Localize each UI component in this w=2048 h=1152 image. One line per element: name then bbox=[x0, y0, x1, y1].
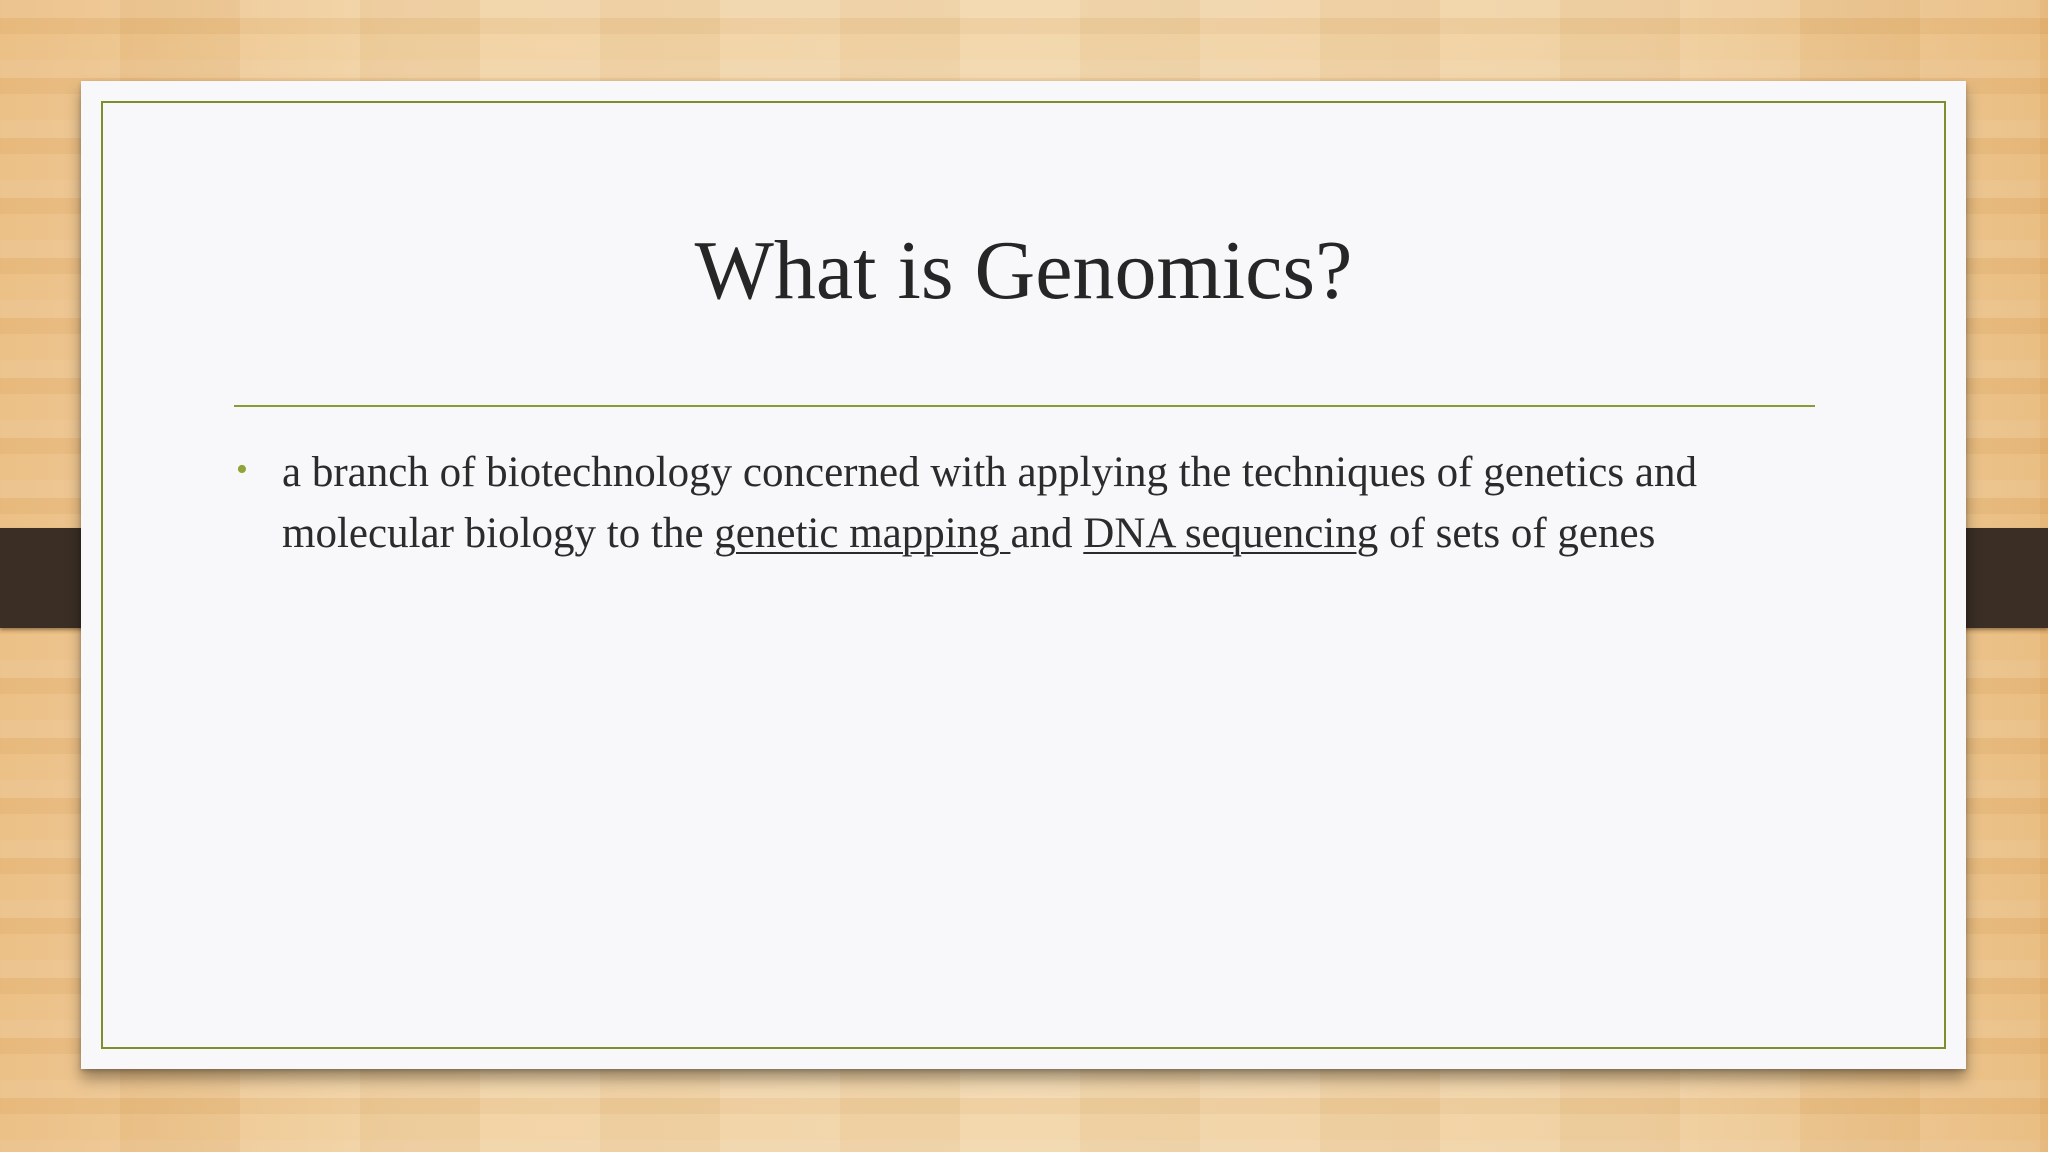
bullet-text-middle: and bbox=[1010, 510, 1084, 557]
slide bbox=[81, 81, 1966, 1069]
bullet-item bbox=[234, 442, 1794, 564]
bullet-list bbox=[234, 442, 1794, 564]
slide-title: What is Genomics? bbox=[694, 224, 1353, 317]
bullet-text-after: of sets of genes bbox=[1378, 510, 1656, 557]
title-divider bbox=[234, 405, 1815, 407]
bullet-dot-icon: • bbox=[236, 451, 248, 488]
bullet-text-before: a branch of biotechnology concerned with applying the techniques of genetics and molecular biology to the bbox=[282, 449, 1697, 557]
genetic-mapping-link[interactable]: genetic mapping bbox=[714, 510, 1011, 557]
dna-sequencing-link[interactable]: DNA sequencing bbox=[1083, 510, 1379, 557]
